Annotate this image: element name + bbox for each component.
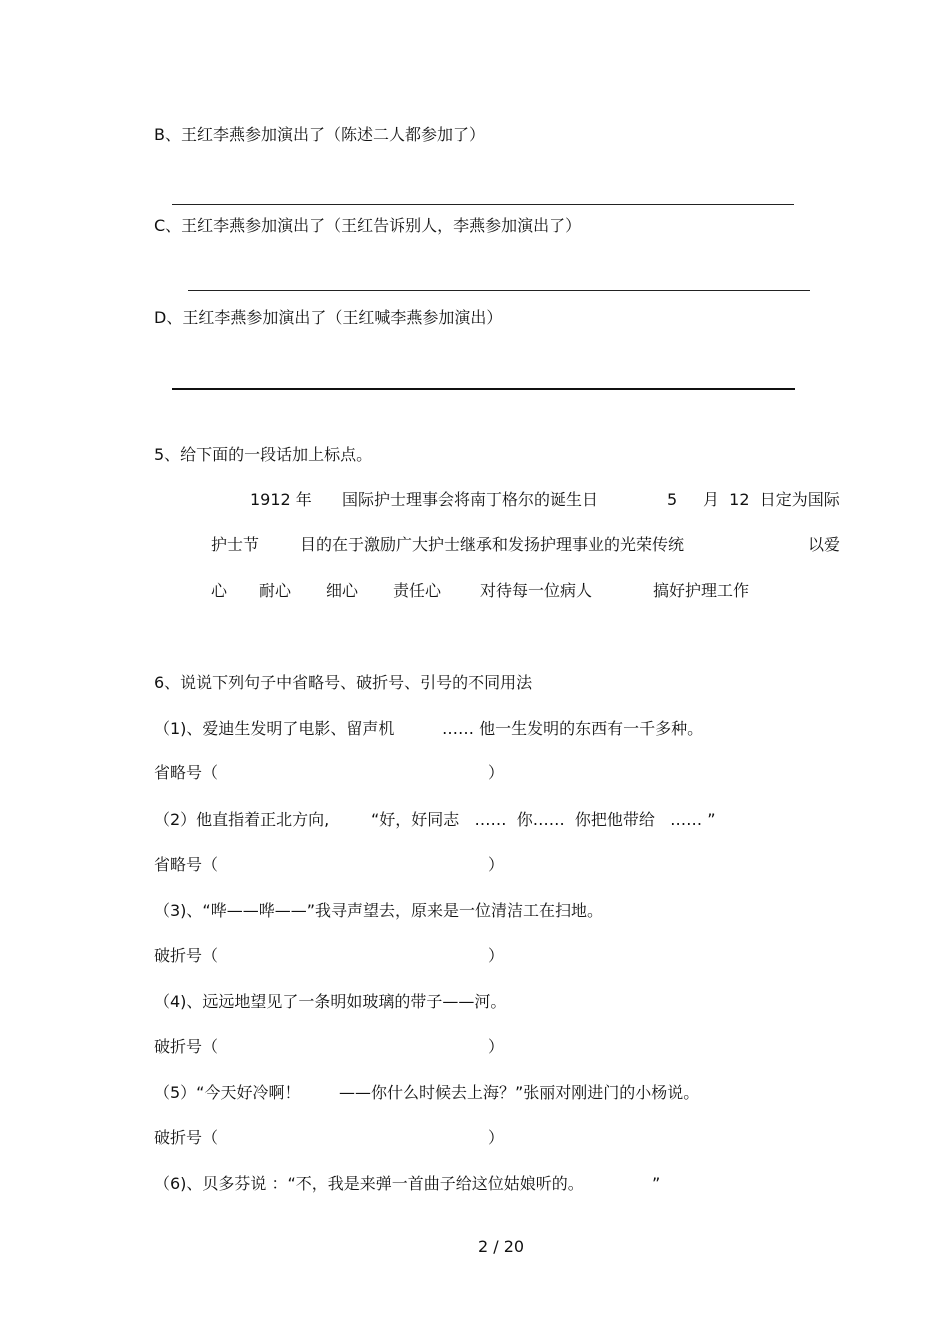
q5-title: 5、给下面的一段话加上标点。 xyxy=(154,445,373,464)
answer-line-b xyxy=(172,204,794,205)
page-number: 2 / 20 xyxy=(478,1237,525,1256)
q5-line3-seg2: 耐心 xyxy=(259,581,292,600)
q6-item6-sentence: （6)、贝多芬说 ：“不，我是来弹一首曲子给这位姑娘听的。 xyxy=(154,1174,584,1193)
q5-line1-seg4: 月 12 日定为国际 xyxy=(703,490,840,509)
q6-item1-sentence-tail: …… 他一生发明的东西有一千多种。 xyxy=(442,719,704,738)
q5-line3-seg4: 责任心 xyxy=(393,581,442,600)
q5-line3-seg1: 心 xyxy=(211,581,228,600)
q5-line1-seg3: 5 xyxy=(667,490,678,509)
q5-line2-seg1: 护士节 xyxy=(211,535,260,554)
q6-item1-label: 省略号（ xyxy=(154,763,219,782)
q5-line1-seg2: 国际护士理事会将南丁格尔的诞生日 xyxy=(342,490,599,509)
option-b: B、王红李燕参加演出了（陈述二人都参加了） xyxy=(154,125,485,144)
q6-item5-label: 破折号（ xyxy=(154,1128,219,1147)
q6-item1-close: ） xyxy=(488,763,505,782)
q5-line1-seg1: 1912 年 xyxy=(250,490,312,509)
q6-item5-close: ） xyxy=(488,1128,505,1147)
option-d: D、王红李燕参加演出了（王红喊李燕参加演出） xyxy=(154,308,503,327)
q5-line2-seg3: 以爱 xyxy=(808,535,841,554)
q6-item2-close: ） xyxy=(488,855,505,874)
q6-item2-sentence-tail: “好，好同志 …… 你…… 你把他带给 …… ” xyxy=(371,810,716,829)
q6-item2-label: 省略号（ xyxy=(154,855,219,874)
q6-item1-sentence: （1)、爱迪生发明了电影、留声机 xyxy=(154,719,395,738)
q6-item4-sentence: （4)、远远地望见了一条明如玻璃的带子——河。 xyxy=(154,992,507,1011)
q6-item4-close: ） xyxy=(488,1037,505,1056)
q6-item5-sentence-tail: ——你什么时候去上海？”张丽对刚进门的小杨说。 xyxy=(339,1083,700,1102)
option-c: C、王红李燕参加演出了（王红告诉别人，李燕参加演出了） xyxy=(154,216,582,235)
q5-line2-seg2: 目的在于激励广大护士继承和发扬护理事业的光荣传统 xyxy=(300,535,685,554)
q6-item6-sentence-tail: ” xyxy=(652,1174,661,1193)
q6-title: 6、说说下列句子中省略号、破折号、引号的不同用法 xyxy=(154,673,533,692)
q5-line3-seg5: 对待每一位病人 xyxy=(480,581,593,600)
q6-item3-sentence: （3)、“哗——哗——”我寻声望去，原来是一位清洁工在扫地。 xyxy=(154,901,604,920)
q5-line3-seg6: 搞好护理工作 xyxy=(653,581,750,600)
answer-line-d xyxy=(172,388,795,390)
q6-item3-label: 破折号（ xyxy=(154,946,219,965)
q6-item2-sentence: （2）他直指着正北方向, xyxy=(154,810,330,829)
q6-item5-sentence: （5）“今天好冷啊！ xyxy=(154,1083,301,1102)
answer-line-c xyxy=(188,290,810,291)
q6-item3-close: ） xyxy=(488,946,505,965)
q6-item4-label: 破折号（ xyxy=(154,1037,219,1056)
q5-line3-seg3: 细心 xyxy=(326,581,359,600)
